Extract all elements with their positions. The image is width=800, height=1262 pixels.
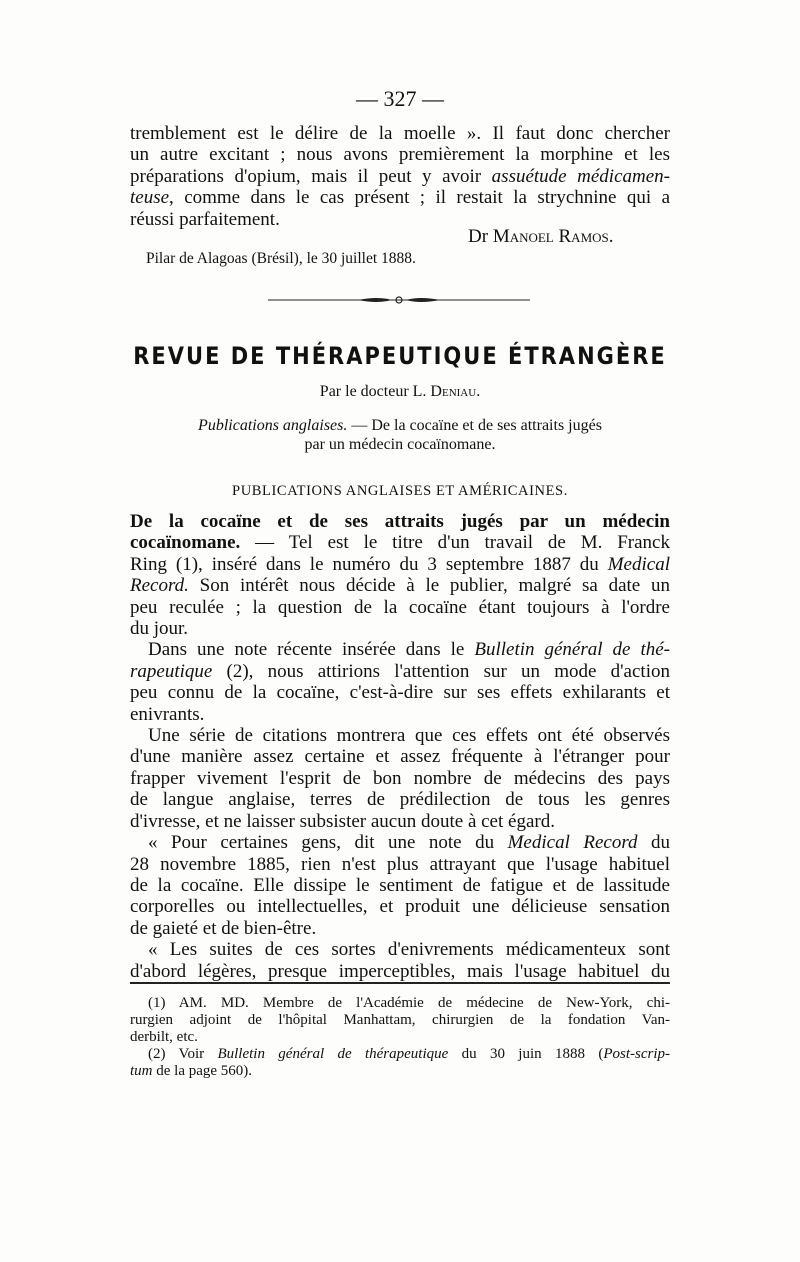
text-line [130, 896, 670, 917]
text-line [130, 961, 670, 982]
line-segment: peu connu de la cocaïne, c'est-à-dire sur ses effets exhilarants et [130, 682, 670, 704]
text-line [130, 682, 670, 703]
footnotes [130, 995, 670, 1080]
line-segment: Bulletin général de thérapeutique [217, 1046, 449, 1062]
line-segment: « Les suites de ces sortes d'enivrements médicamenteux sont [148, 939, 670, 961]
text-line [130, 511, 670, 532]
text-line: réussi parfaitement. [130, 208, 280, 230]
line-segment: enivrants. [130, 703, 205, 725]
ornamental-divider [268, 296, 530, 304]
line-segment: — Tel est le titre d'un travail de M. Franck [240, 532, 670, 554]
line-segment: Bulletin général de thé- [474, 639, 670, 661]
line-segment: Ring (1), inséré dans le numéro du 3 septembre 1887 du [130, 553, 608, 575]
text-line [130, 811, 670, 832]
signature-prefix: Dr [468, 226, 489, 247]
text-line [130, 725, 670, 746]
text-line: un autre excitant ; nous avons premièrement la morphine et les [130, 144, 670, 166]
signature [468, 226, 614, 248]
text-line [130, 789, 670, 810]
text-line [130, 854, 670, 875]
text-line [130, 995, 670, 1012]
line-segment: rurgien adjoint de l'hôpital Manhattam, chirurgien de la fondation Van- [130, 1012, 670, 1028]
line-segment: Post-scrip- [603, 1046, 670, 1062]
text-line: teuse, comme dans le cas présent ; il restait la strychnine qui a [130, 187, 670, 209]
text-line [130, 1012, 670, 1029]
text-line [130, 1029, 670, 1046]
text-line [130, 875, 670, 896]
line-segment: frapper vivement l'esprit de bon nombre de médecins des pays [130, 767, 670, 789]
byline [0, 383, 800, 401]
line-segment: 28 novembre 1885, rien n'est plus attrayant que l'usage habituel [130, 853, 670, 875]
line-segment: (2) Voir [148, 1046, 218, 1062]
text-line [130, 918, 670, 939]
text-line [130, 575, 670, 596]
line-segment: rapeutique [130, 660, 213, 682]
line-segment: tum [130, 1063, 153, 1079]
publications-rest: — De la cocaïne et de ses attraits jugés [347, 417, 602, 434]
byline-prefix: Par le docteur L. [319, 383, 427, 400]
line-segment: Son intérêt nous décide à le publier, malgré sa date un [188, 575, 670, 597]
line-segment: cocaïnomane. [130, 532, 241, 554]
line-segment: peu reculée ; la question de la cocaïne étant toujours à l'ordre [130, 596, 670, 618]
line-segment: d'ivresse, et ne laisser subsister aucun doute à cet égard. [130, 810, 555, 832]
text-line [130, 554, 670, 575]
top-paragraph [130, 123, 670, 230]
page-number: — 327 — [356, 86, 444, 111]
line-segment: d'abord légères, presque imperceptibles, mais l'usage habituel du [130, 960, 670, 982]
line-segment: du jour. [130, 618, 189, 640]
line-segment: corporelles ou intellectuelles, et produit une délicieuse sensation [130, 896, 670, 918]
text-line [130, 746, 670, 767]
line-segment: Medical Record [507, 832, 638, 854]
text-line [130, 618, 670, 639]
signature-name: Manoel Ramos. [492, 226, 614, 247]
text-line [130, 597, 670, 618]
byline-name: Deniau. [430, 383, 481, 400]
line-segment: du 30 juin 1888 ( [448, 1046, 604, 1062]
text-line [130, 532, 670, 553]
line-segment: de la cocaïne. Elle dissipe le sentiment de fatigue et de lassitude [130, 874, 670, 896]
text-line [130, 939, 670, 960]
text-line [130, 704, 670, 725]
line-segment: Dans une note récente insérée dans le [148, 639, 475, 661]
line-segment: d'une manière assez certaine et assez fréquente à l'étranger pour [130, 746, 670, 768]
line-segment: (1) AM. MD. Membre de l'Académie de médecine de New-York, chi- [148, 995, 670, 1011]
text-line [130, 768, 670, 789]
line-segment: Medical [607, 553, 670, 575]
publications-italic: Publications anglaises. [198, 417, 348, 434]
line-segment: (2), nous attirions l'attention sur un mode d'action [212, 660, 670, 682]
main-text [130, 511, 670, 982]
line-segment: de gaieté et de bien-être. [130, 917, 317, 939]
footnote-rule [130, 982, 670, 984]
line-segment: du [637, 832, 671, 854]
line-segment: de la page 560). [152, 1063, 253, 1079]
place-date: Pilar de Alagoas (Brésil), le 30 juillet 1888. [146, 250, 416, 267]
line-segment: derbilt, etc. [130, 1029, 198, 1045]
text-line: préparations d'opium, mais il peut y avoir assuétude médicamen- [130, 165, 670, 187]
publications-line [160, 416, 640, 454]
text-line [130, 639, 670, 660]
text-line [130, 661, 670, 682]
text-line [130, 1063, 670, 1080]
section-title: REVUE DE THÉRAPEUTIQUE ÉTRANGÈRE [133, 342, 667, 370]
text-line [130, 832, 670, 853]
publications-rest-2: par un médecin cocaïnomane. [304, 436, 496, 453]
line-segment: « Pour certaines gens, dit une note du [148, 832, 508, 854]
text-line [130, 1046, 670, 1063]
line-segment: Record. [130, 575, 189, 597]
line-segment: Une série de citations montrera que ces effets ont été observés [148, 725, 670, 747]
subheading: PUBLICATIONS ANGLAISES ET AMÉRICAINES. [232, 483, 568, 499]
line-segment: De la cocaïne et de ses attraits jugés par un médecin [130, 511, 670, 532]
line-segment: de langue anglaise, terres de prédilection de tous les genres [130, 789, 670, 811]
text-line: tremblement est le délire de la moelle ». Il faut donc chercher [130, 123, 670, 144]
